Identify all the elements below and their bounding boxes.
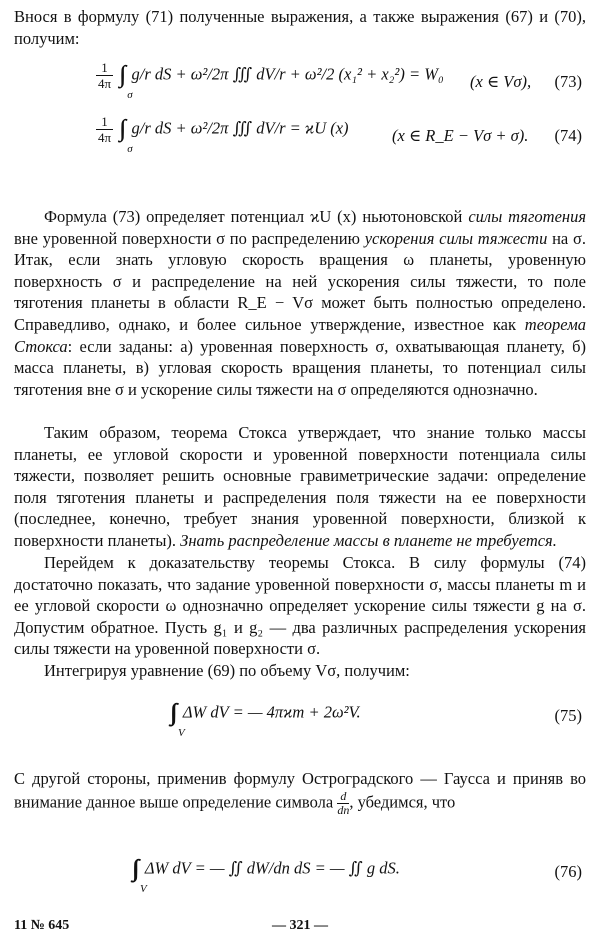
- equation-73: $\frac{1}{4\pi}$ ∫∫ σ g/r dS + ω²/2π ∭ dV/r + ω²/2 (x₁² + x₂²) = W₀ (x ∈ Vσ), (73): [98, 60, 582, 101]
- intro-paragraph: Внося в формулу (71) полученные выражения, а также выражения (67) и (70), получим:: [14, 7, 586, 48]
- equation-74-number: (74): [554, 126, 582, 145]
- triple-integral-v: ∫∫∫ V: [170, 700, 185, 739]
- triple-integral-v: ∫∫∫ V: [132, 856, 147, 895]
- equation-75-body: ΔW dV = — 4πϰm + 2ω²V.: [182, 702, 361, 722]
- double-integral-sigma: ∫∫ σ: [119, 62, 133, 101]
- paragraph-gauss: С другой стороны, применив формулу Остроградского — Гаусса и приняв во внимание данное выше определение символа $\frac{d}{dn}$ , убедимся, что: [14, 769, 586, 817]
- equation-74: $\frac{1}{4\pi}$ ∫∫ σ g/r dS + ω²/2π ∭ dV/r = ϰU (x) (x ∈ R_E − Vσ + σ). (74): [98, 114, 582, 155]
- equation-73-number: (73): [554, 72, 582, 91]
- equation-76-body: ΔW dV = — ∬ dW/dn dS = — ∬ g dS.: [144, 858, 400, 878]
- equation-73-condition: (x ∈ Vσ),: [470, 72, 532, 91]
- paragraph-stokes-definition: Формула (73) определяет потенциал ϰU (x) ньютоновской силы тяготения вне уровенной поверхности σ по распределению ускорения силы тяжести на σ. Итак, если знать угловую скорость вращения ω планеты, уровенную поверхность σ и распределение на ней ускорения силы тяжести, то поле тяготения планеты в области R_E − Vσ может быть полностью определено. Справедливо, однако, и более сильное утверждение, известное как теорема Стокса: если заданы: а) уровенная поверхность σ, охватывающая планету, б) масса планеты, в) угловая скорость вращения планеты, то потенциал силы тяготения вне σ и ускорение силы тяжести на σ определяются однозначно.: [14, 207, 586, 399]
- signature-mark: 11 № 645: [14, 918, 70, 933]
- paragraph-integrating: Интегрируя уравнение (69) по объему Vσ, получим:: [44, 661, 410, 680]
- page-number: — 321 —: [272, 918, 328, 933]
- equation-74-condition: (x ∈ R_E − Vσ + σ).: [392, 126, 529, 145]
- equation-76: [0, 850, 600, 894]
- paragraph-stokes-statement: Таким образом, теорема Стокса утверждает, что знание только массы планеты, ее угловой скорости и уровенной поверхности потенциала силы тяжести, позволяет решить основные гравиметрические задачи: определение поля тяготения планеты и распределения поля тяжести на ее поверхности (последнее, конечно, требует знания уровенной поверхности, близкой к поверхности планеты). Знать распределение массы в планете не требуется.: [14, 423, 586, 550]
- equation-76-number: (76): [554, 862, 582, 881]
- equation-75-number: (75): [554, 706, 582, 725]
- paragraph-proof-start: Перейдем к доказательству теоремы Стокса. В силу формулы (74) достаточно показать, что задание уровенной поверхности σ, массы планеты m и ее угловой скорости ω однозначно определяет ускорение силы тяжести g на σ. Допустим обратное. Пусть g₁ и g₂ — два различных распределения ускорения силы тяжести на уровенной поверхности σ.: [14, 553, 586, 659]
- equation-73-body: g/r dS + ω²/2π ∭ dV/r + ω²/2 (x₁² + x₂²) = W₀: [131, 64, 444, 84]
- equation-74-body: g/r dS + ω²/2π ∭ dV/r = ϰU (x): [131, 118, 349, 138]
- equation-75: [0, 694, 600, 738]
- double-integral-sigma: ∫∫ σ: [119, 116, 133, 155]
- d-dn-fraction: $\frac{d}{dn}$: [337, 788, 350, 817]
